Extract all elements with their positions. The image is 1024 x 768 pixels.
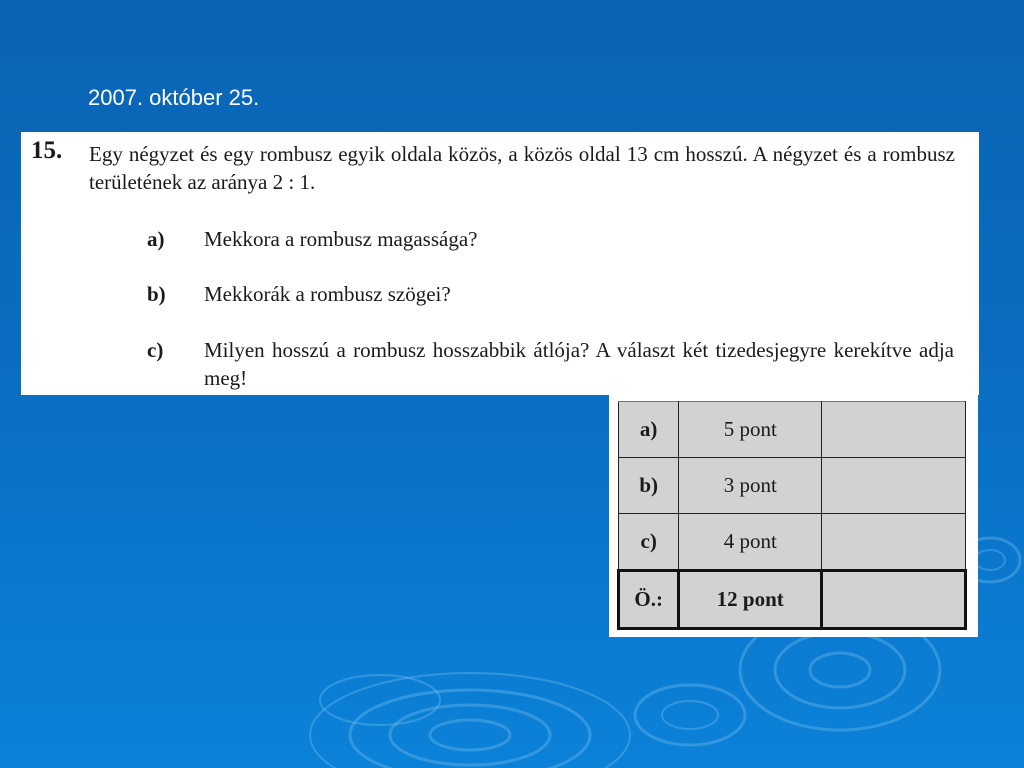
problem-number: 15. bbox=[31, 137, 63, 164]
score-max-points: 3 pont bbox=[679, 458, 822, 514]
table-row bbox=[619, 514, 966, 571]
subquestion-text: Milyen hosszú a rombusz hosszabbik átlója? A választ két tizedesjegyre kerekítve adja meg! bbox=[204, 338, 954, 390]
score-max-points: 4 pont bbox=[679, 514, 822, 571]
problem-statement: Egy négyzet és egy rombusz egyik oldala közös, a közös oldal 13 cm hosszú. A négyzet és a rombusz területének az aránya 2 : 1. bbox=[89, 142, 955, 194]
subquestion-text: Mekkorák a rombusz szögei? bbox=[204, 282, 451, 306]
subquestion-label: a) bbox=[147, 227, 165, 251]
total-row bbox=[619, 571, 966, 629]
table-row bbox=[619, 458, 966, 514]
score-earned-cell bbox=[822, 514, 966, 571]
score-earned-cell bbox=[822, 458, 966, 514]
subquestion-label: c) bbox=[147, 338, 164, 362]
score-part-label: a) bbox=[619, 402, 679, 458]
subquestion-label: b) bbox=[147, 282, 166, 306]
total-points: 12 pont bbox=[679, 571, 822, 629]
slide-date: 2007. október 25. bbox=[88, 85, 260, 110]
score-card bbox=[609, 395, 978, 637]
score-earned-cell bbox=[822, 402, 966, 458]
total-earned-cell bbox=[822, 571, 966, 629]
subquestion-text: Mekkora a rombusz magassága? bbox=[204, 227, 478, 251]
problem-card bbox=[21, 132, 979, 395]
score-part-label: b) bbox=[619, 458, 679, 514]
score-table bbox=[617, 401, 967, 630]
table-row bbox=[619, 402, 966, 458]
score-part-label: c) bbox=[619, 514, 679, 571]
total-label: Ö.: bbox=[619, 571, 679, 629]
score-max-points: 5 pont bbox=[679, 402, 822, 458]
